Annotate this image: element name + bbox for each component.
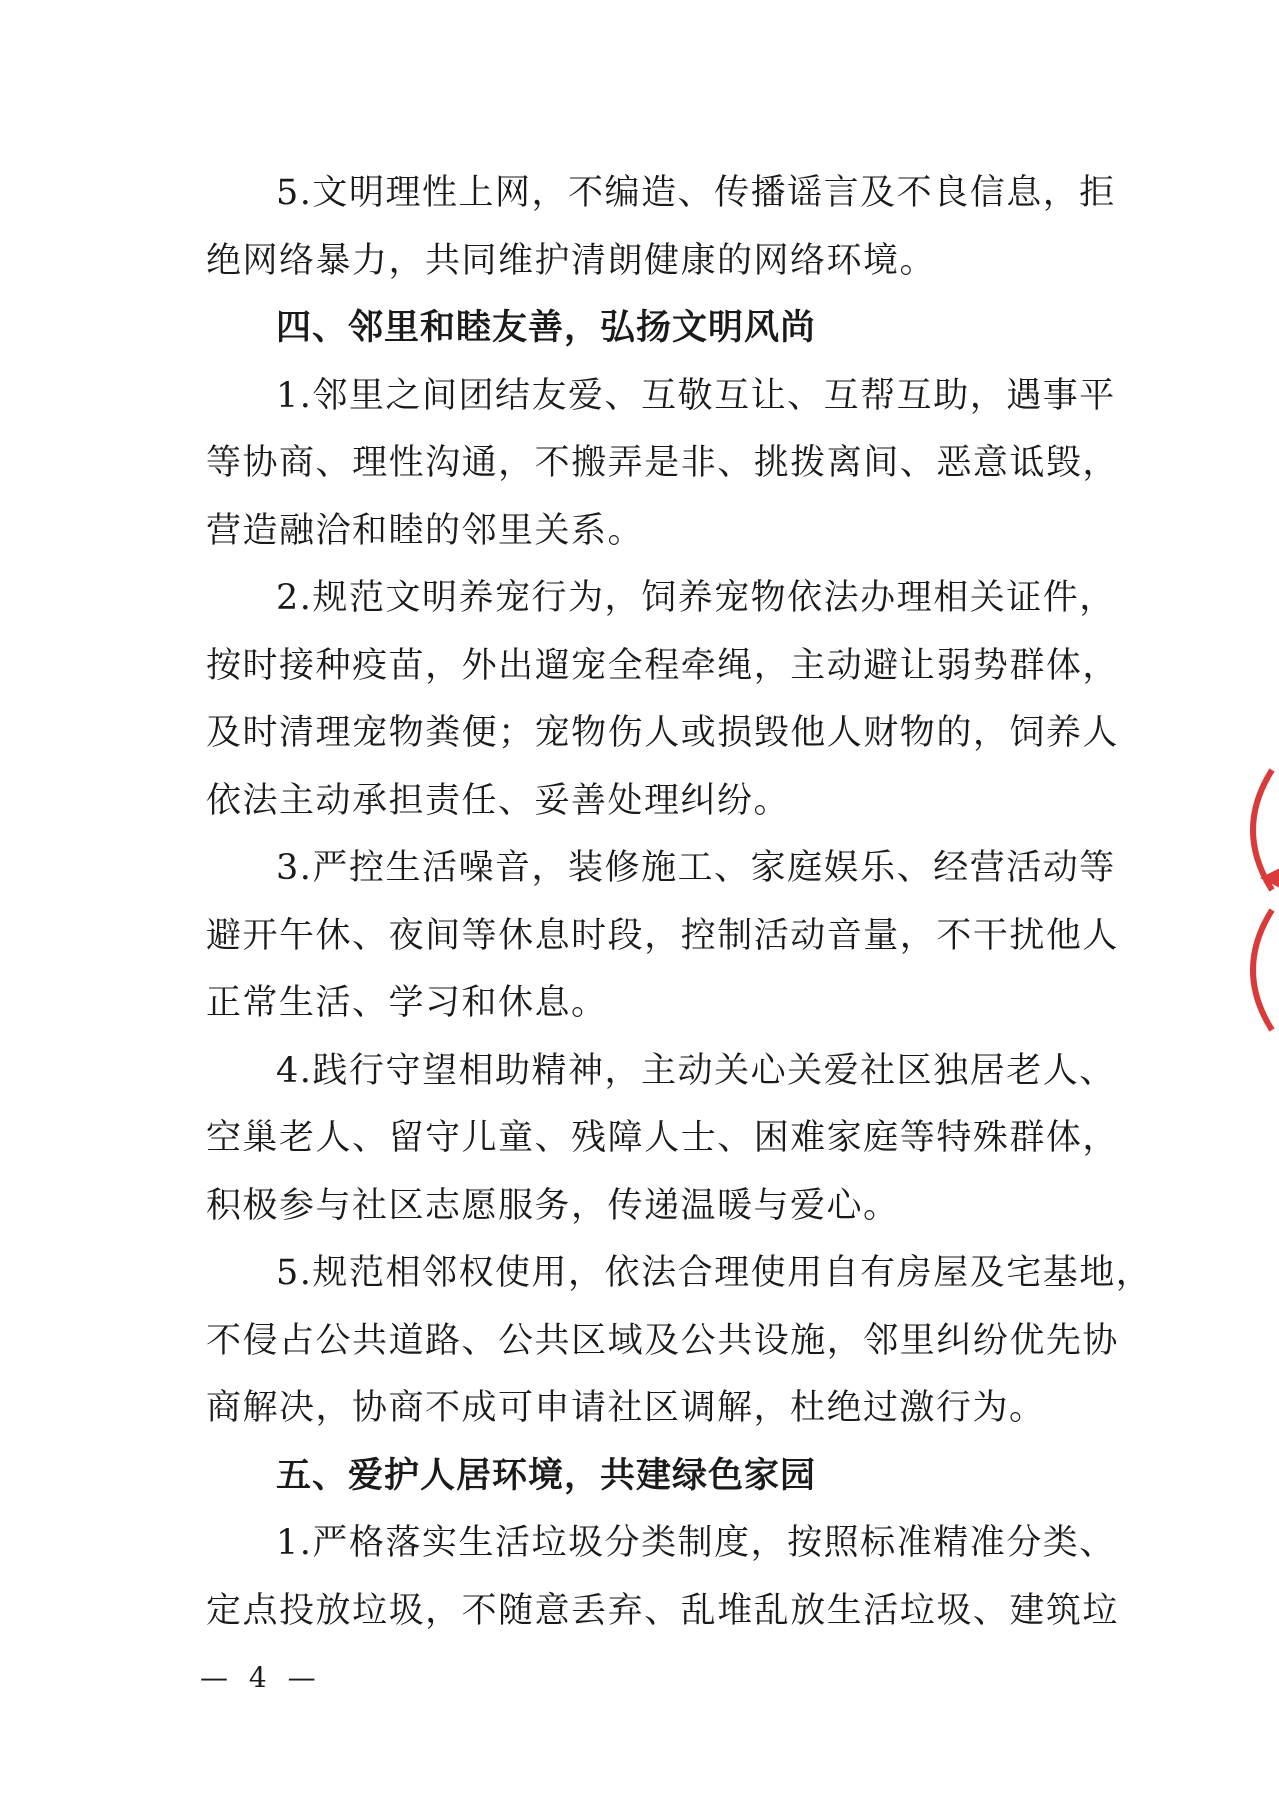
justified-text: 1 . 邻 里 之 间 团 结 友 爱 、 互 敬 互 让 、 互 帮 互 助 ， 遇 事 平: [276, 375, 1116, 416]
text-line: 正常生活、学习和休息。: [206, 983, 608, 1023]
text-line: [206, 903, 1119, 971]
text-line: 积极参与社区志愿服务，传递温暖与爱心。: [206, 1185, 900, 1226]
document-body: [206, 160, 1153, 1645]
justified-text: 避 开 午 休 、 夜 间 等 休 息 时 段 ， 控 制 活 动 音 量 ， 不 干 扰 他 人: [206, 915, 1119, 956]
text-line: [206, 565, 1116, 633]
justified-text: 5 . 文 明 理 性 上 网 ， 不 编 造 、 传 播 谣 言 及 不 良 信 息 ， 拒: [276, 173, 1116, 213]
text-line: [206, 160, 1116, 228]
page-number: — 4 —: [200, 1661, 322, 1694]
justified-text: 3 . 严 控 生 活 噪 音 ， 装 修 施 工 、 家 庭 娱 乐 、 经 营 活 动 等: [276, 848, 1116, 888]
text-line: 绝网络暴力，共同维护清朗健康的网络环境。: [206, 240, 937, 281]
text-line: [206, 700, 1119, 768]
justified-text: 及 时 清 理 宠 物 粪 便 ； 宠 物 伤 人 或 损 毁 他 人 财 物 的 ， 饲 养 人: [206, 713, 1119, 753]
text-line: [206, 1578, 1119, 1646]
text-line: [206, 1308, 1119, 1376]
justified-text: 2 . 规 范 文 明 养 宠 行 为 ， 饲 养 宠 物 依 法 办 理 相 关 证 件 ，: [276, 578, 1116, 618]
justified-text: 按 时 接 种 疫 苗 ， 外 出 遛 宠 全 程 牵 绳 ， 主 动 避 让 弱 势 群 体 ，: [206, 645, 1119, 686]
text-line: 依法主动承担责任、妥善处理纠纷。: [206, 780, 791, 821]
official-seal-fragment: [1232, 760, 1279, 1040]
text-line: [206, 1240, 1153, 1308]
text-line: [206, 633, 1119, 701]
text-line: [206, 1510, 1116, 1578]
text-line: 商解决，协商不成可申请社区调解，杜绝过激行为。: [206, 1388, 1046, 1428]
justified-text: 4 . 践 行 守 望 相 助 精 神 ， 主 动 关 心 关 爱 社 区 独 居 老 人 、: [276, 1050, 1116, 1091]
text-line: [206, 1038, 1116, 1106]
section-heading: 五、爱护人居环境，共建绿色家园: [276, 1455, 817, 1496]
justified-text: 等 协 商 、 理 性 沟 通 ， 不 搬 弄 是 非 、 挑 拨 离 间 、 恶 意 诋 毁 ，: [206, 443, 1119, 483]
text-line: [206, 430, 1119, 498]
justified-text: 5 . 规 范 相 邻 权 使 用 ， 依 法 合 理 使 用 自 有 房 屋 及 宅 基 地 ，: [276, 1253, 1153, 1293]
section-heading: 四、邻里和睦友善，弘扬文明风尚: [276, 308, 817, 348]
justified-text: 1 . 严 格 落 实 生 活 垃 圾 分 类 制 度 ， 按 照 标 准 精 准 分 类 、: [276, 1523, 1116, 1563]
text-line: [206, 835, 1116, 903]
justified-text: 空 巢 老 人 、 留 守 儿 童 、 残 障 人 士 、 困 难 家 庭 等 特 殊 群 体 ，: [206, 1118, 1119, 1158]
justified-text: 不 侵 占 公 共 道 路 、 公 共 区 域 及 公 共 设 施 ， 邻 里 纠 纷 优 先 协: [206, 1320, 1119, 1361]
justified-text: 定 点 投 放 垃 圾 ， 不 随 意 丢 弃 、 乱 堆 乱 放 生 活 垃 圾 、 建 筑 垃: [206, 1590, 1119, 1631]
text-line: [206, 1105, 1119, 1173]
text-line: [206, 363, 1116, 431]
text-line: 营造融洽和睦的邻里关系。: [206, 510, 645, 551]
